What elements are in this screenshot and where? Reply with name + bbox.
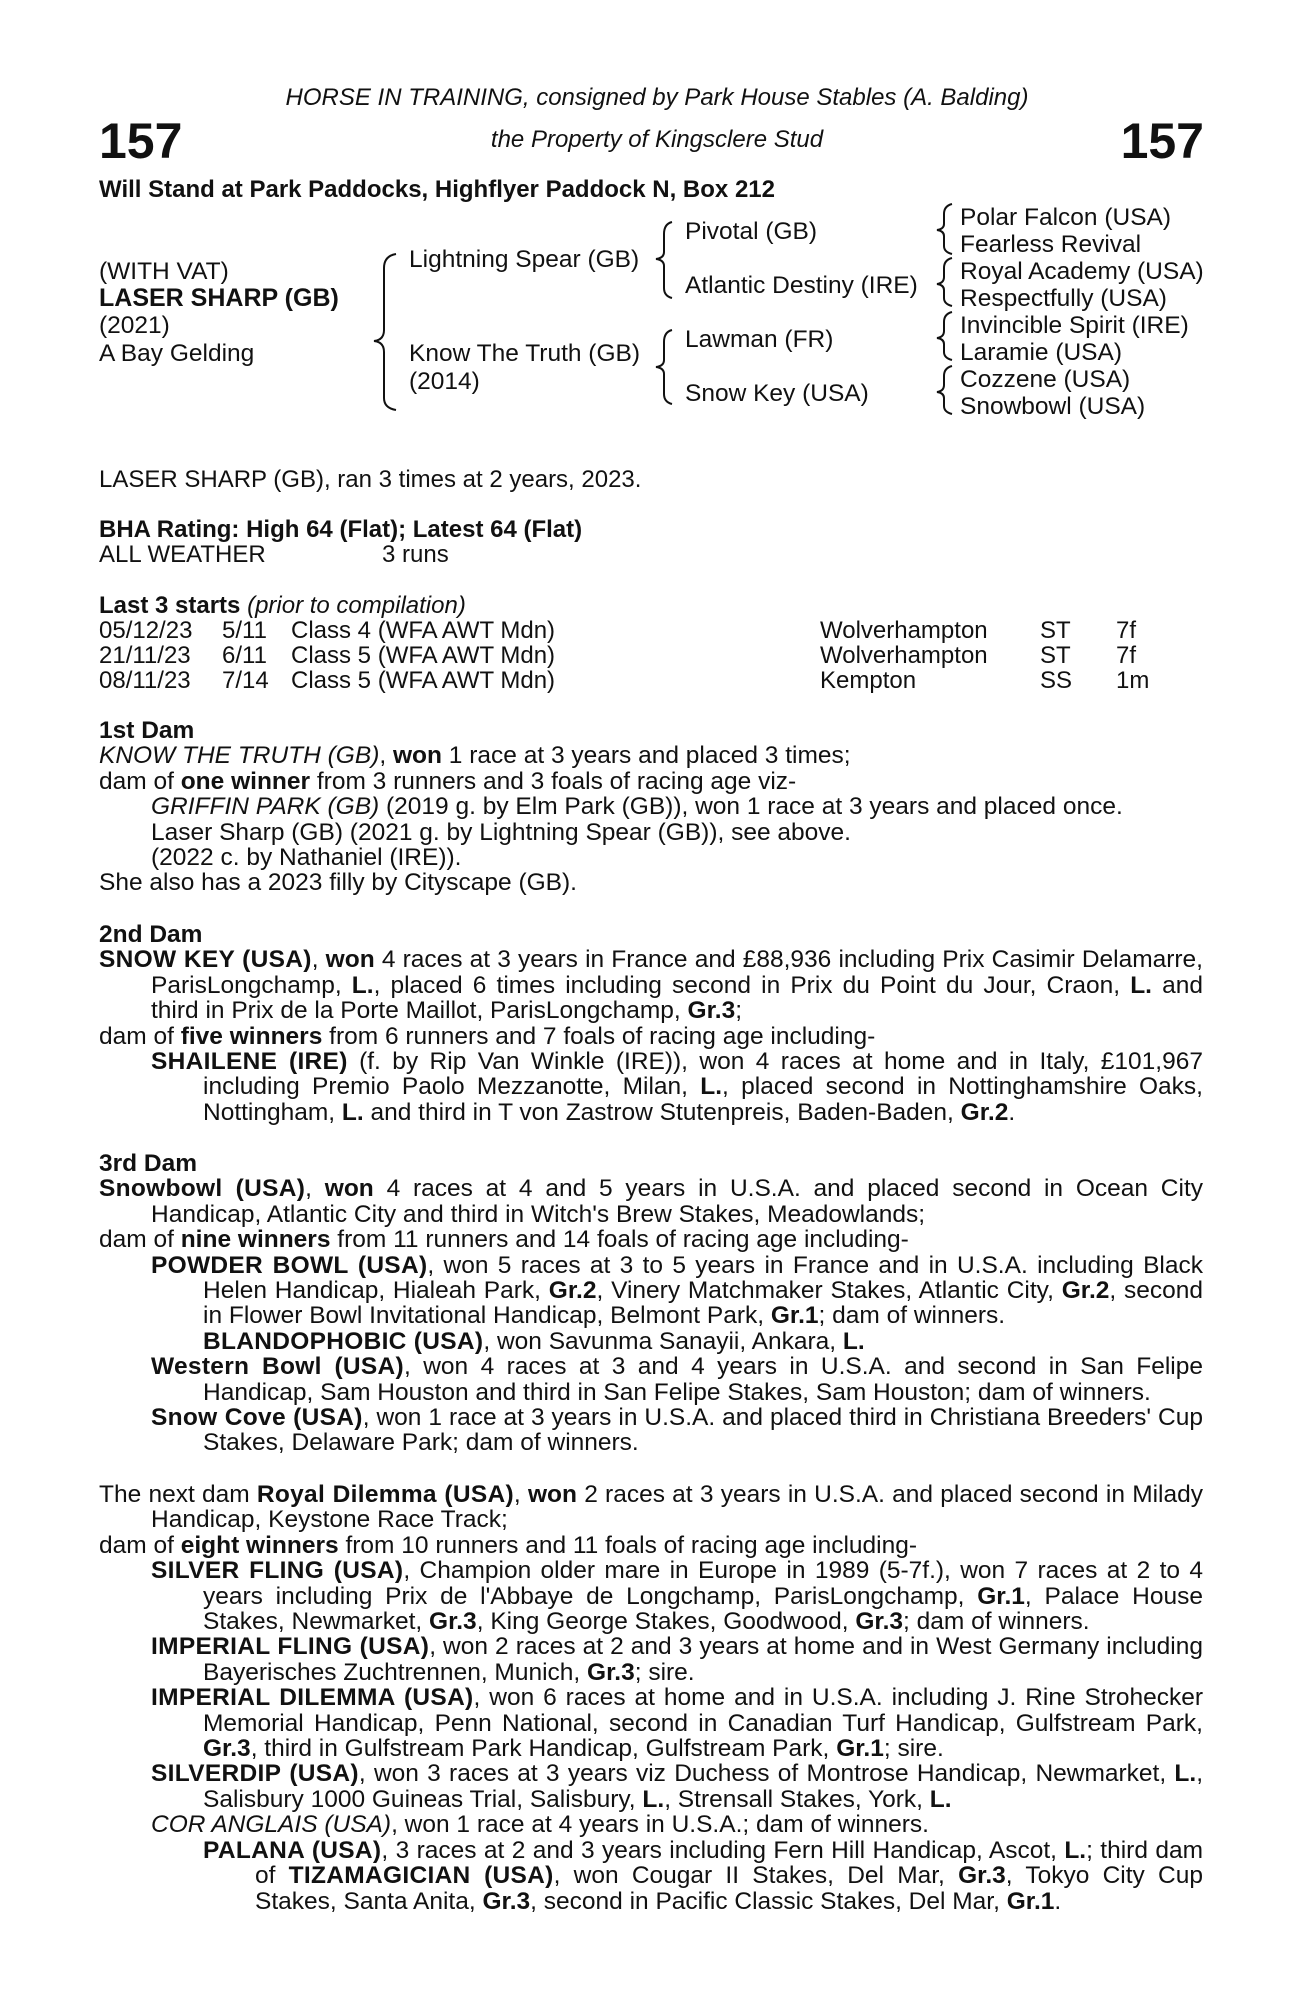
location-line: Will Stand at Park Paddocks, Highflyer Paddock N, Box 212: [99, 176, 775, 203]
dam-year: (2014): [409, 368, 480, 395]
horse-description: A Bay Gelding: [99, 340, 255, 367]
row3-course: Kempton: [820, 667, 917, 694]
dam: Know The Truth (GB): [409, 340, 641, 367]
race-summary: LASER SHARP (GB), ran 3 times at 2 years, 2023.: [99, 466, 642, 493]
last-starts-heading: [99, 592, 466, 620]
row1-race: Class 4 (WFA AWT Mdn): [291, 617, 556, 644]
vat-label: (WITH VAT): [99, 258, 229, 285]
row3-surface: SS: [1040, 667, 1073, 694]
horse-year: (2021): [99, 312, 170, 339]
last-starts-note: (prior to compilation): [247, 592, 466, 619]
next-dam-section: The next dam Royal Dilemma (USA), won 2 races at 3 years in U.S.A. and placed second in Milady Handicap, Keystone Race Track; dam of eight winners from 10 runners and 11 foals of racing age including- SILVER FLING (USA), Champion older mare in Europe in 1989 (5-7f.), won 7 races at 2 to 4 years including Prix de l'Abbaye de Longchamp, ParisLongchamp, Gr.1, Palace House Stakes, Newmarket, Gr.3, King George Stakes, Goodwood, Gr.3; dam of winners. IMPERIAL FLING (USA), won 2 races at 2 and 3 years at home and in West Germany including Bayerisches Zuchtrennen, Munich, Gr.3; sire. IMPERIAL DILEMMA (USA), won 6 races at home and in U.S.A. including J. Rine Strohecker Memorial Handicap, Penn National, second in Canadian Turf Handicap, Gulfstream Park, Gr.3, third in Gulfstream Park Handicap, Gulfstream Park, Gr.1; sire. SILVERDIP (USA), won 3 races at 3 years viz Duchess of Montrose Handicap, Newmarket, L., Salisbury 1000 Guineas Trial, Salisbury, L., Strensall Stakes, York, L. COR ANGLAIS (USA), won 1 race at 4 years in U.S.A.; dam of winners. PALANA (USA), 3 races at 2 and 3 years including Fern Hill Handicap, Ascot, L.; third dam of TIZAMAGICIAN (USA), won Cougar II Stakes, Del Mar, Gr.3, Tokyo City Cup Stakes, Santa Anita, Gr.3, second in Pacific Classic Stakes, Del Mar, Gr.1.: [99, 1481, 1204, 1915]
row2-surface: ST: [1040, 642, 1071, 669]
rating-surface: ALL WEATHER: [99, 541, 266, 568]
header-consignor: HORSE IN TRAINING, consigned by Park House Stables (A. Balding): [285, 84, 1029, 111]
horse-name: LASER SHARP (GB): [99, 284, 339, 312]
row2-pos: 6/11: [222, 642, 267, 669]
sire-dam: Atlantic Destiny (IRE): [685, 272, 918, 299]
row3-date: 08/11/23: [99, 667, 191, 694]
second-dam-title: 2nd Dam: [99, 921, 203, 948]
third-dam-title: 3rd Dam: [99, 1150, 198, 1177]
ped-dds: Cozzene (USA): [960, 366, 1131, 393]
lot-number-right: 157: [1120, 113, 1204, 169]
row2-race: Class 5 (WFA AWT Mdn): [291, 642, 556, 669]
row1-dist: 7f: [1116, 617, 1137, 644]
header-property: the Property of Kingsclere Stud: [490, 126, 824, 153]
ped-ddd: Snowbowl (USA): [960, 393, 1146, 420]
ped-dss: Invincible Spirit (IRE): [960, 312, 1189, 339]
ped-sss: Polar Falcon (USA): [960, 204, 1172, 231]
third-dam-section: 3rd Dam Snowbowl (USA), won 4 races at 4 and 5 years in U.S.A. and placed second in Ocean City Handicap, Atlantic City and third in Witch's Brew Stakes, Meadowlands; dam of nine winners from 11 runners and 14 foals of racing age including- POWDER BOWL (USA), won 5 races at 3 to 5 years in France and in U.S.A. including Black Helen Handicap, Hialeah Park, Gr.2, Vinery Matchmaker Stakes, Atlantic City, Gr.2, second in Flower Bowl Invitational Handicap, Belmont Park, Gr.1; dam of winners. BLANDOPHOBIC (USA), won Savunma Sanayii, Ankara, L. Western Bowl (USA), won 4 races at 3 and 4 years in U.S.A. and second in San Felipe Handicap, Sam Houston and third in San Felipe Stakes, Sam Houston; dam of winners. Snow Cove (USA), won 1 race at 3 years in U.S.A. and placed third in Christiana Breeders' Cup Stakes, Delaware Park; dam of winners.: [99, 1150, 1204, 1457]
last-starts-title: Last 3 starts: [99, 592, 241, 619]
ped-sds: Royal Academy (USA): [960, 258, 1204, 285]
first-dam-title: 1st Dam: [99, 717, 195, 744]
row2-date: 21/11/23: [99, 642, 191, 669]
row3-pos: 7/14: [222, 667, 269, 694]
first-dam-section: 1st Dam KNOW THE TRUTH (GB), won 1 race at 3 years and placed 3 times; dam of one winner from 3 runners and 3 foals of racing age viz- GRIFFIN PARK (GB) (2019 g. by Elm Park (GB)), won 1 race at 3 years and placed once. Laser Sharp (GB) (2021 g. by Lightning Spear (GB)), see above. (2022 c. by Nathaniel (IRE)). She also has a 2023 filly by Cityscape (GB).: [99, 718, 1203, 896]
sire: Lightning Spear (GB): [409, 246, 640, 273]
ped-ssd: Fearless Revival: [960, 231, 1142, 258]
ped-sdd: Respectfully (USA): [960, 285, 1167, 312]
row1-course: Wolverhampton: [820, 617, 988, 644]
row1-surface: ST: [1040, 617, 1071, 644]
row3-race: Class 5 (WFA AWT Mdn): [291, 667, 556, 694]
dam-dam: Snow Key (USA): [685, 380, 869, 407]
rating-runs: 3 runs: [382, 541, 449, 568]
row3-dist: 1m: [1116, 667, 1150, 694]
second-dam-section: 2nd Dam SNOW KEY (USA), won 4 races at 3 years in France and £88,936 including Prix Casimir Delamarre, ParisLongchamp, L., placed 6 times including second in Prix du Point du Jour, Craon, L. and third in Prix de la Porte Maillot, ParisLongchamp, Gr.3; dam of five winners from 6 runners and 7 foals of racing age including- SHAILENE (IRE) (f. by Rip Van Winkle (IRE)), won 4 races at home and in Italy, £101,967 including Premio Paolo Mezzanotte, Milan, L., placed second in Nottinghamshire Oaks, Nottingham, L. and third in T von Zastrow Stutenpreis, Baden-Baden, Gr.2.: [99, 921, 1203, 1126]
bha-rating: BHA Rating: High 64 (Flat); Latest 64 (Flat): [99, 516, 583, 543]
row2-course: Wolverhampton: [820, 642, 988, 669]
dam-sire: Lawman (FR): [685, 326, 834, 353]
row1-date: 05/12/23: [99, 617, 193, 644]
lot-number-left: 157: [99, 113, 183, 169]
row2-dist: 7f: [1116, 642, 1137, 669]
sire-sire: Pivotal (GB): [685, 218, 818, 245]
row1-pos: 5/11: [222, 617, 267, 644]
ped-dsd: Laramie (USA): [960, 339, 1123, 366]
